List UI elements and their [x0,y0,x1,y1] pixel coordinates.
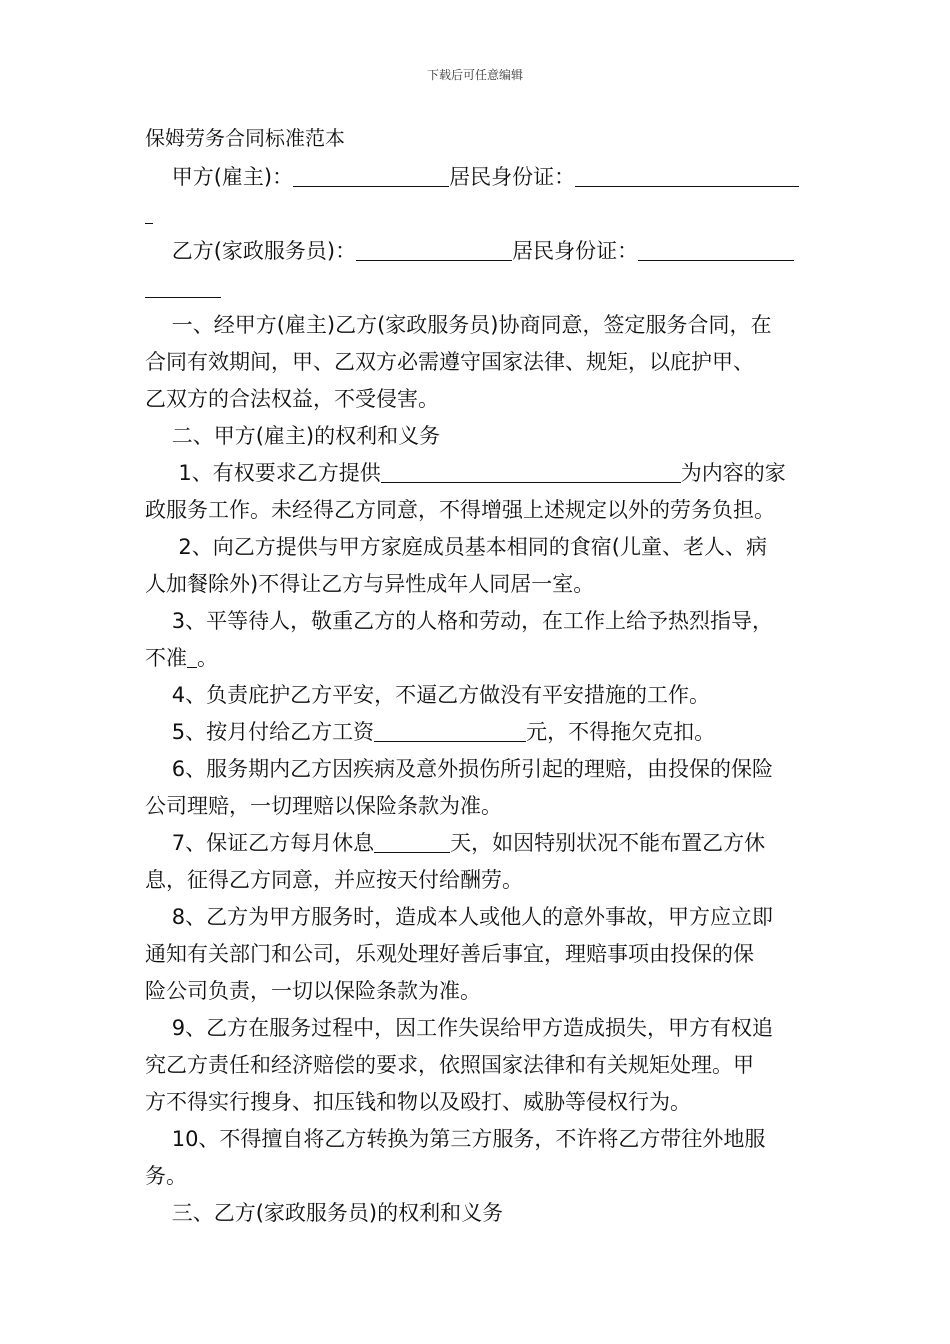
section-2-heading [145,418,807,455]
document-body [145,120,807,1232]
item-8-line-1 [145,899,807,936]
section-1-line-1 [145,307,807,344]
section-3-heading-text: 三、乙方(家政服务员)的权利和义务 [171,1201,504,1225]
item-8-line-2: 通知有关部门和公司，乐观处理好善后事宜，理赔事项由投保的保 [145,942,754,966]
item-2-line-1 [145,529,807,566]
section-1-line-3: 乙双方的合法权益，不受侵害。 [145,387,439,411]
item-3-post: 。 [197,646,218,670]
party-b-id-blank [638,238,794,261]
item-6-line-2: 公司理赔，一切理赔以保险条款为准。 [145,794,502,818]
party-b-name-blank [356,238,512,261]
item-5-line [145,714,807,751]
section-3-heading [145,1195,807,1232]
item-6-line-1 [145,751,807,788]
item-8-text-1: 8、乙方为甲方服务时，造成本人或他人的意外事故，甲方应立即 [171,905,774,929]
document-title: 保姆劳务合同标准范本 [145,126,345,150]
item-3-line-1 [145,603,807,640]
party-a-id-blank [575,164,799,187]
party-a-label: 甲方(雇主)： [171,165,294,189]
item-7-pre: 7、保证乙方每月休息 [171,831,375,855]
item-2-text-1: 2、向乙方提供与甲方家庭成员基本相同的食宿(儿童、老人、病 [178,535,767,559]
item-10-line-1 [145,1121,807,1158]
party-a-id-blank-cont [145,201,153,224]
item-9-text-1: 9、乙方在服务过程中，因工作失误给甲方造成损失，甲方有权追 [171,1016,774,1040]
item-10-text-1: 10、不得擅自将乙方转换为第三方服务，不许将乙方带往外地服 [171,1127,766,1151]
item-9-line-2: 究乙方责任和经济赔偿的要求，依照国家法律和有关规矩处理。甲 [145,1053,754,1077]
item-1-line-2: 政服务工作。未经得乙方同意，不得增强上述规定以外的劳务负担。 [145,498,775,522]
item-1-post: 为内容的家 [680,461,786,485]
item-5-blank [374,719,526,742]
page-header: 下载后可任意编辑 [426,68,523,82]
item-4-line [145,677,807,714]
section-2-heading-text: 二、甲方(雇主)的权利和义务 [171,424,441,448]
item-3-pre: 不准 [145,646,187,670]
item-7-post: 天，如因特别状况不能布置乙方休 [450,831,766,855]
item-7-blank [374,830,450,853]
item-1-pre: 1、有权要求乙方提供 [178,461,381,485]
item-8-line-3: 险公司负责，一切以保险条款为准。 [145,979,481,1003]
section-1-line-2: 合同有效期间，甲、乙双方必需遵守国家法律、规矩，以庇护甲、 [145,350,754,374]
section-1-text-1: 一、经甲方(雇主)乙方(家政服务员)协商同意，签定服务合同，在 [171,313,772,337]
item-9-line-3: 方不得实行搜身、扣压钱和物以及殴打、威胁等侵权行为。 [145,1090,691,1114]
party-a-name-blank [293,164,449,187]
item-7-line-1 [145,825,807,862]
party-b-line [145,233,807,270]
party-b-id-label: 居民身份证： [512,239,639,263]
party-a-id-label: 居民身份证： [449,165,576,189]
party-a-line [145,159,807,196]
party-b-label: 乙方(家政服务员)： [171,239,357,263]
party-b-line-cont [145,270,807,307]
item-3-text-1: 3、平等待人，敬重乙方的人格和劳动，在工作上给予热烈指导， [171,609,774,633]
item-1-line-1 [145,455,807,492]
item-10-line-2: 务。 [145,1164,187,1188]
item-5-post: 元，不得拖欠克扣。 [526,720,716,744]
item-3-blank [187,645,197,668]
party-b-id-blank-cont [145,275,221,298]
item-9-line-1 [145,1010,807,1047]
party-a-line-cont [145,196,807,233]
item-2-line-2: 人加餐除外)不得让乙方与异性成年人同居一室。 [145,572,595,596]
item-1-blank [381,460,681,483]
item-4-text: 4、负责庇护乙方平安，不逼乙方做没有平安措施的工作。 [171,683,711,707]
item-3-line-2 [145,640,807,677]
item-5-pre: 5、按月付给乙方工资 [171,720,375,744]
item-7-line-2: 息，征得乙方同意，并应按天付给酬劳。 [145,868,523,892]
item-6-text-1: 6、服务期内乙方因疾病及意外损伤所引起的理赔，由投保的保险 [171,757,774,781]
